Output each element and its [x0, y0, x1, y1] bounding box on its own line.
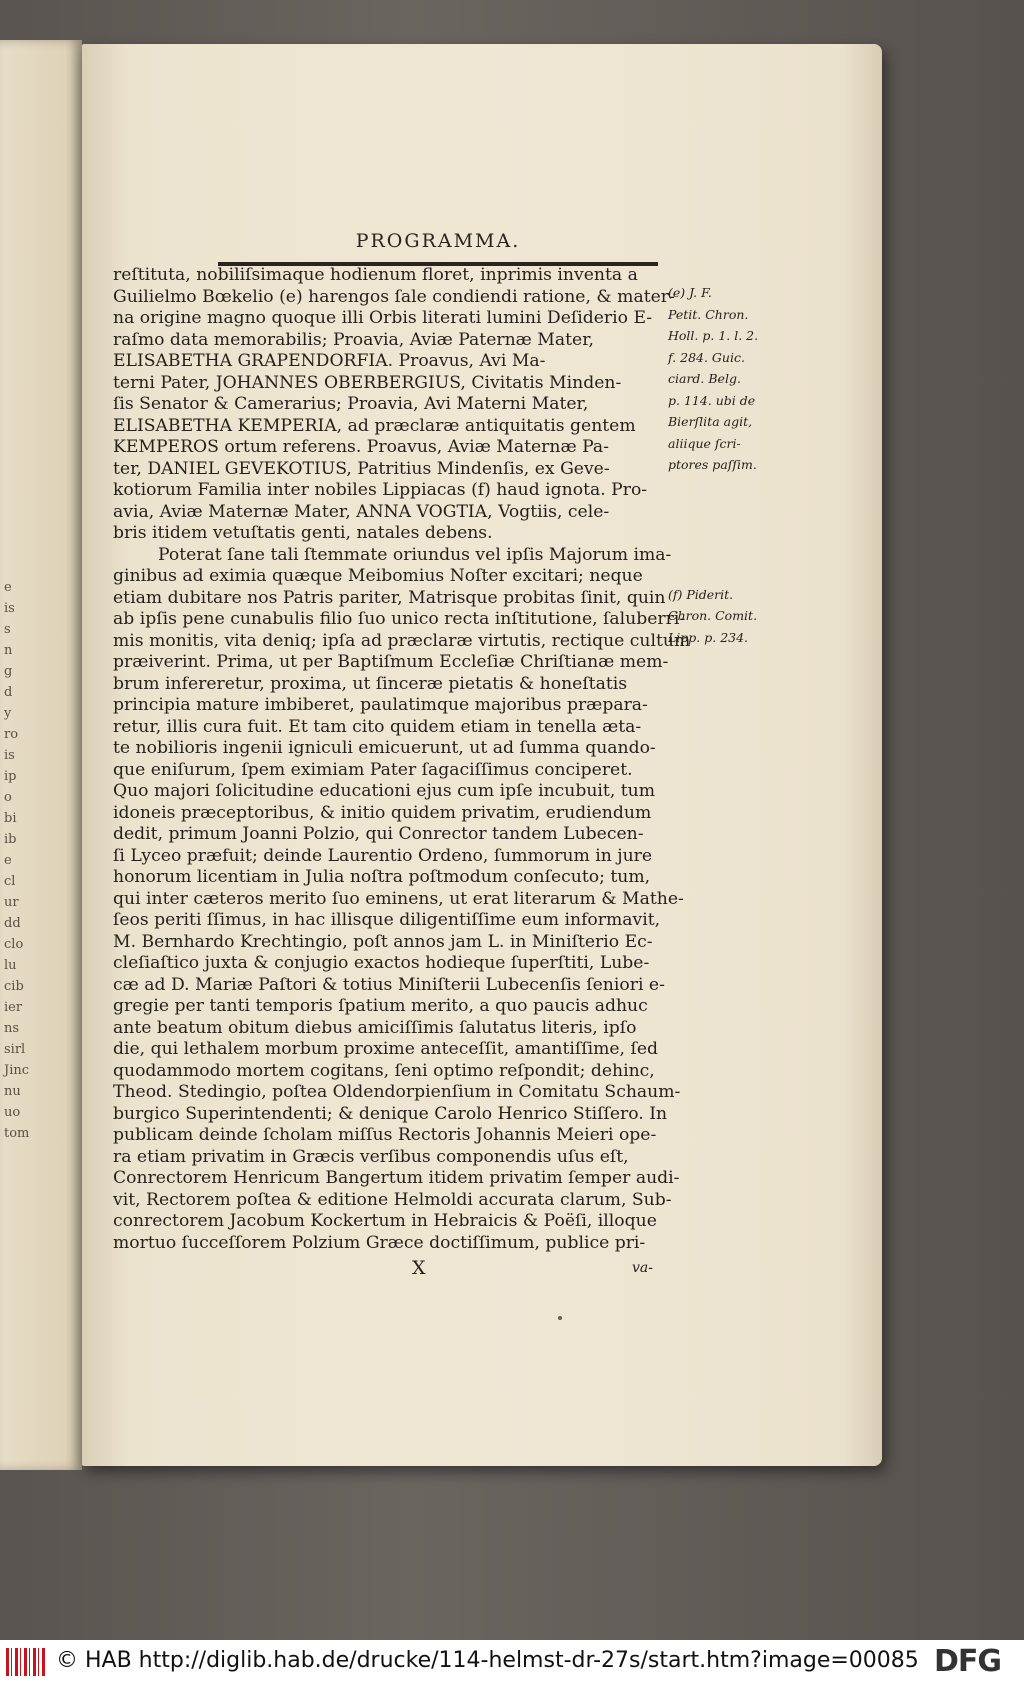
text-line: que eniſurum, ſpem eximiam Pater ſagaciſſimus conciperet.: [113, 759, 633, 780]
dfg-logo: DFG: [934, 1644, 1002, 1679]
prev-page-fragment: uo: [4, 1105, 21, 1120]
note-spacer: [668, 476, 768, 584]
text-line: ELISABETHA GRAPENDORFIA. Proavus, Avi Ma-: [113, 351, 546, 371]
text-line: KEMPEROS ortum referens. Proavus, Aviæ Maternæ Pa-: [113, 437, 609, 457]
text-line: gregie per tanti temporis ſpatium merito, a quo paucis adhuc: [113, 996, 648, 1016]
text-line: Theod. Stedingio, poſtea Oldendorpienſium in Comitatu Schaum-: [113, 1082, 681, 1102]
catchword: va-: [632, 1260, 653, 1276]
text-line: bris itidem vetuſtatis genti, natales debens.: [113, 523, 493, 543]
footer-bar: [0, 1640, 1024, 1683]
text-line: Guilielmo Bœkelio (e) harengos ſale condiendi ratione, & mater-: [113, 286, 675, 307]
text-line: Poterat ſane tali ſtemmate oriundus vel ipſis Majorum ima-: [158, 544, 672, 565]
prev-page-fragment: tom: [4, 1126, 30, 1141]
text-line: ſeos periti ſſimus, in hac illisque diligentiſſime eum informavit,: [113, 910, 661, 930]
text-line: ſis Senator & Camerarius; Proavia, Avi Materni Mater,: [113, 394, 589, 414]
text-line: ab ipſis pene cunabulis filio ſuo unico recta inſtitutione, ſaluberri-: [113, 609, 686, 629]
note-line: ciard. Belg.: [668, 371, 741, 386]
page-header: [218, 190, 658, 270]
text-line: etiam dubitare nos Patris pariter, Matrisque probitas ſinit, quin: [113, 587, 666, 608]
paper-speck: [558, 1316, 562, 1320]
text-line: na origine magno quoque illi Orbis literati lumini Deſiderio E-: [113, 308, 653, 328]
prev-page-fragment: dd: [4, 916, 21, 931]
prev-page-fragment: nu: [4, 1084, 21, 1099]
text-line: raſmo data memorabilis; Proavia, Aviæ Paternæ Mater,: [113, 329, 594, 350]
prev-page-fragment: cl: [4, 874, 16, 889]
prev-page-fragment: ro: [4, 727, 19, 742]
note-line: f. 284. Guic.: [668, 349, 745, 365]
text-line: Quo majori ſolicitudine educationi ejus cum ipſe incubuit, tum: [113, 781, 656, 801]
text-line: M. Bernhardo Krechtingio, poſt annos jam L. in Miniſterio Ec-: [113, 931, 653, 952]
text-line: ginibus ad eximia quæque Meibomius Noſter excitari; neque: [113, 566, 643, 586]
text-line: Conrectorem Henricum Bangertum itidem privatim ſemper audi-: [113, 1168, 680, 1188]
text-line: mis monitis, vita deniq; ipſa ad præclaræ virtutis, rectique cultum: [113, 630, 691, 651]
text-line: cleſiaſtico juxta & conjugio exactos hodieque ſuperſtiti, Lube-: [113, 953, 650, 973]
note-line: (e) J. F.: [668, 285, 712, 300]
prev-page-fragment: ur: [4, 895, 19, 910]
note-line: (f) Piderit.: [668, 586, 734, 602]
prev-page-fragment: ip: [4, 769, 17, 784]
text-line: quodammodo mortem cogitans, ſeni optimo reſpondit; dehinc,: [113, 1060, 655, 1081]
prev-page-fragment: is: [4, 601, 15, 616]
prev-page-fragment: clo: [4, 937, 24, 952]
source-link[interactable]: © HAB http://diglib.hab.de/drucke/114-helmst-dr-27s/start.htm?image=00085: [56, 1648, 919, 1673]
text-line: reſtituta, nobiliſsimaque hodienum floret, inprimis inventa a: [113, 265, 638, 285]
text-line: principia mature imbiberet, paulatimque majoribus præpara-: [113, 695, 648, 715]
margin-notes: [668, 282, 768, 648]
text-line: kotiorum Familia inter nobiles Lippiacas (f) haud ignota. Pro-: [113, 480, 648, 500]
text-line: brum infereretur, proxima, ut ſinceræ pietatis & honeſtatis: [113, 673, 628, 694]
prev-page-fragment: is: [4, 748, 15, 763]
prev-page-fragment: bi: [4, 811, 17, 826]
page-heading: PROGRAMMA.: [355, 230, 521, 252]
prev-page-fragment: sirl: [4, 1042, 26, 1057]
text-line: conrectorem Jacobum Kockertum in Hebraicis & Poëſi, illoque: [113, 1211, 657, 1231]
prev-page-fragment: ier: [4, 1000, 23, 1015]
note-line: Holl. p. 1. l. 2.: [668, 328, 759, 343]
note-line: Chron. Comit.: [668, 608, 758, 623]
note-e: [668, 282, 768, 476]
text-line: ſi Lyceo præfuit; deinde Laurentio Ordeno, ſummorum in jure: [113, 845, 653, 866]
prev-page-fragment: d: [4, 685, 13, 700]
prev-page-fragment: s: [4, 622, 11, 637]
text-line: terni Pater, JOHANNES OBERBERGIUS, Civitatis Minden-: [113, 372, 622, 393]
note-line: aliique ſcri-: [668, 435, 741, 451]
text-line: dedit, primum Joanni Polzio, qui Conrector tandem Lubecen-: [113, 824, 644, 844]
prev-page-fragment: lu: [4, 958, 17, 973]
text-line: ra etiam privatim in Græcis verſibus componendis uſus eſt,: [113, 1146, 629, 1167]
text-line: vit, Rectorem poſtea & editione Helmoldi accurata clarum, Sub-: [113, 1189, 672, 1210]
text-line: die, qui lethalem morbum proxime anteceſſit, amantiſſime, ſed: [113, 1039, 658, 1059]
text-line: publicam deinde ſcholam miſſus Rectoris Johannis Meieri ope-: [113, 1125, 657, 1145]
prev-page-fragment: y: [4, 706, 12, 721]
prev-page-fragment: e: [4, 580, 12, 595]
barcode-icon: [6, 1648, 46, 1676]
signature-mark: X: [412, 1257, 426, 1279]
text-line: honorum licentiam in Julia noſtra poſtmodum conſecuto; tum,: [113, 867, 651, 887]
note-line: Petit. Chron.: [668, 306, 749, 322]
text-line: te nobilioris ingenii igniculi emicuerunt, ut ad ſumma quando-: [113, 738, 656, 758]
note-line: ptores paſſim.: [668, 457, 757, 472]
prev-page-fragment: ns: [4, 1021, 20, 1036]
prev-page-fragment: cib: [4, 979, 24, 994]
text-line: mortuo ſucceſſorem Polzium Græce doctiſſimum, publice pri-: [113, 1232, 646, 1253]
text-line: ante beatum obitum diebus amiciſſimis ſalutatus literis, ipſo: [113, 1017, 637, 1038]
prev-page-fragment: e: [4, 853, 12, 868]
text-line: idoneis præceptoribus, & initio quidem privatim, erudiendum: [113, 802, 652, 823]
note-line: Lipp. p. 234.: [668, 629, 749, 645]
text-line: præiverint. Prima, ut per Baptiſmum Eccleſiæ Chriſtianæ mem-: [113, 652, 669, 672]
note-f: [668, 584, 768, 649]
prev-page-fragment: n: [4, 643, 13, 658]
text-line: burgico Superintendenti; & denique Carolo Henrico Stiſſero. In: [113, 1103, 668, 1124]
prev-page-fragment: o: [4, 790, 12, 805]
prev-page-fragment: g: [4, 664, 13, 679]
text-line: avia, Aviæ Maternæ Mater, ANNA VOGTIA, Vogtiis, cele-: [113, 501, 610, 522]
prev-page-fragment: ib: [4, 832, 17, 847]
previous-page-edge: [0, 40, 82, 1470]
text-line: qui inter cæteros merito ſuo eminens, ut erat literarum & Mathe-: [113, 888, 684, 909]
text-line: retur, illis cura fuit. Et tam cito quidem etiam in tenella æta-: [113, 716, 642, 737]
note-line: Bierſlita agit,: [668, 414, 753, 429]
text-line: ter, DANIEL GEVEKOTIUS, Patritius Mindenſis, ex Geve-: [113, 458, 610, 479]
text-line: cæ ad D. Mariæ Paſtori & totius Miniſterii Lubecenſis ſeniori e-: [113, 974, 665, 995]
note-line: p. 114. ubi de: [668, 392, 756, 408]
text-line: ELISABETHA KEMPERIA, ad præclaræ antiquitatis gentem: [113, 415, 636, 436]
prev-page-fragment: Jinc: [4, 1063, 30, 1078]
